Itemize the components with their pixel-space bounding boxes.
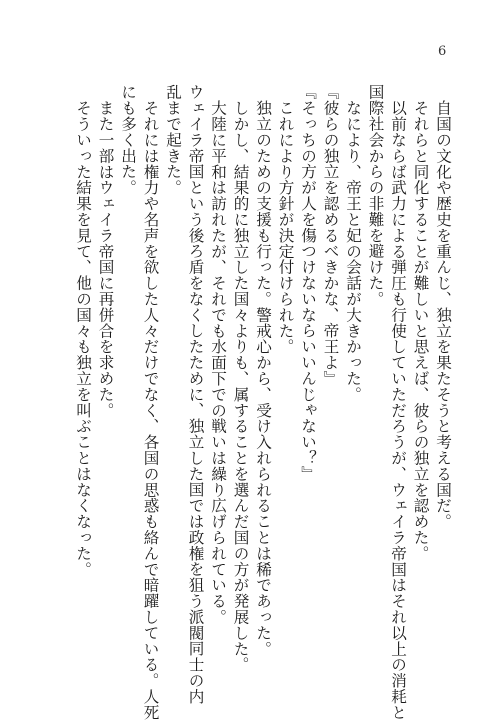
text-line-12: ウェイラ帝国という後ろ盾をなくしたために、独立した国では政権を狙う派閥同士の内 (186, 84, 205, 705)
text-line-1: 自国の文化や歴史を重んじ、独立を果たそうと考える国だ。 (434, 99, 452, 529)
text-line-8: これにより方針が決定付けられた。 (276, 99, 295, 354)
text-line-15: にも多く出た。 (119, 84, 137, 196)
text-line-5: なにより、帝王と妃の会話が大きかった。 (344, 99, 362, 402)
text-line-4: 国際社会からの非難を避けた。 (366, 84, 385, 307)
page-number: 6 (438, 44, 447, 59)
text-line-9: 独立のための支援も行った。警戒心から、受け入れられることは稀であった。 (254, 99, 272, 657)
text-line-3: 以前ならば武力による弾圧も行使していただろうが、ウェイラ帝国はそれ以上の消耗と (389, 99, 407, 720)
text-line-14: それには権力や名声を欲した人々だけでなく、各国の思惑も絡んで暗躍している。人死 (141, 99, 160, 720)
vertical-text-block (72, 84, 455, 720)
text-line-2: それらと同化することが難しいと思えば、彼らの独立を認めた。 (411, 99, 430, 561)
text-line-7: 『そっちの方が人を傷つけないならいいんじゃない？』 (299, 84, 317, 482)
text-line-11: 大陸に平和は訪れたが、それでも水面下での戦いは繰り広げられている。 (209, 99, 227, 625)
text-line-13: 乱まで起きた。 (164, 84, 182, 196)
text-line-10: しかし、結果的に独立した国々よりも、属することを選んだ国の方が発展した。 (231, 99, 250, 672)
text-line-6: 『彼らの独立を認めるべきかな、帝王よ』 (321, 84, 340, 387)
text-line-16: また一部はウェイラ帝国に再併合を求めた。 (96, 99, 115, 418)
text-line-17: そういった結果を見て、他の国々も独立を叫ぶことはなくなった。 (74, 99, 92, 577)
